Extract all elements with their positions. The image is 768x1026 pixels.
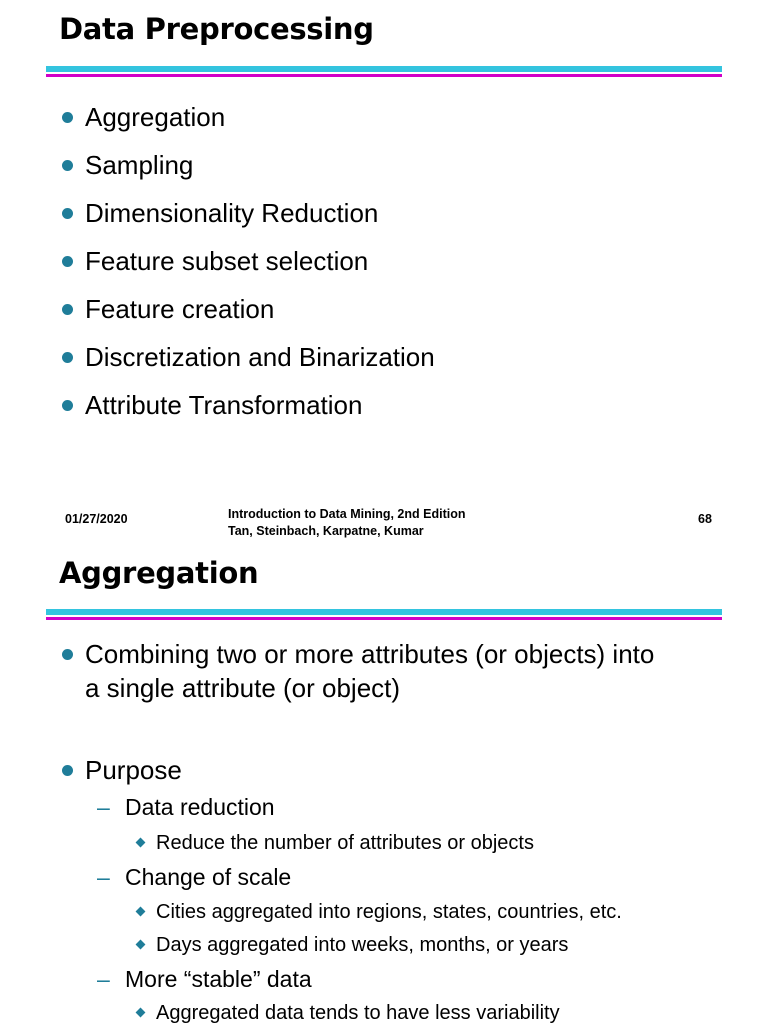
diamond-bullet-icon [136,940,146,950]
detail-item: Cities aggregated into regions, states, countries, etc. [156,899,622,925]
slide-aggregation [0,543,768,1024]
dash-icon: – [97,966,110,992]
bullet-dot-icon [62,112,73,123]
title-divider [46,609,722,620]
footer-course-title: Introduction to Data Mining, 2nd Edition [228,507,466,521]
footer-authors: Tan, Steinbach, Karpatne, Kumar [228,524,424,538]
dash-icon: – [97,794,110,820]
slide-title: Data Preprocessing [59,12,374,46]
page-number: 68 [698,512,712,526]
detail-item: Aggregated data tends to have less variability [156,1000,560,1026]
footer-date: 01/27/2020 [65,512,128,526]
sub-item-stable-data: – More “stable” data [97,966,312,992]
detail-item: Reduce the number of attributes or objects [156,830,534,856]
bullet-dot-icon [62,352,73,363]
list-item: Discretization and Binarization [85,340,435,374]
dash-icon: – [97,864,110,890]
diamond-bullet-icon [136,838,146,848]
list-item: Dimensionality Reduction [85,196,378,230]
bullet-combining: Combining two or more attributes (or objects) into a single attribute (or object) [85,637,654,705]
list-item: Feature subset selection [85,244,368,278]
slide-title: Aggregation [59,556,259,590]
bullet-dot-icon [62,649,73,660]
footer-course [228,506,465,540]
bullet-dot-icon [62,400,73,411]
bullet-dot-icon [62,208,73,219]
diamond-bullet-icon [136,907,146,917]
detail-item: Days aggregated into weeks, months, or years [156,932,568,958]
bullet-dot-icon [62,304,73,315]
list-item: Sampling [85,148,193,182]
list-item: Feature creation [85,292,274,326]
bullet-dot-icon [62,160,73,171]
sub-item-data-reduction: – Data reduction [97,794,275,820]
bullet-dot-icon [62,765,73,776]
list-item: Attribute Transformation [85,388,362,422]
bullet-purpose: Purpose [85,753,182,787]
sub-item-change-of-scale: – Change of scale [97,864,292,890]
diamond-bullet-icon [136,1008,146,1018]
list-item: Aggregation [85,100,225,134]
title-divider [46,66,722,77]
bullet-dot-icon [62,256,73,267]
